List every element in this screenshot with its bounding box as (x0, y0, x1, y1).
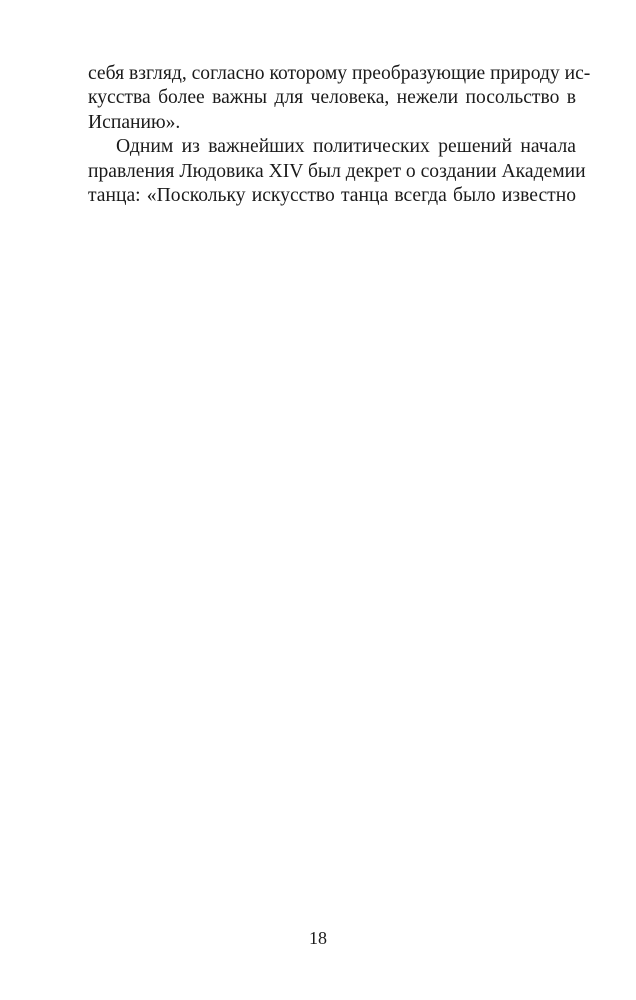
page-number: 18 (309, 928, 327, 948)
text-line: себя взгляд, согласно которому преобразующие природу ис- (88, 63, 591, 84)
text-line: Испанию». (88, 111, 181, 133)
body-text (88, 62, 591, 208)
text-line: Одним из важнейших политических решений начала (116, 136, 576, 158)
text-line: кусства более важны для человека, нежели посольство в (88, 87, 576, 109)
text-line: правления Людовика XIV был декрет о создании Академии (88, 160, 586, 182)
text-line: танца: «Поскольку искусство танца всегда было известно (88, 184, 576, 206)
